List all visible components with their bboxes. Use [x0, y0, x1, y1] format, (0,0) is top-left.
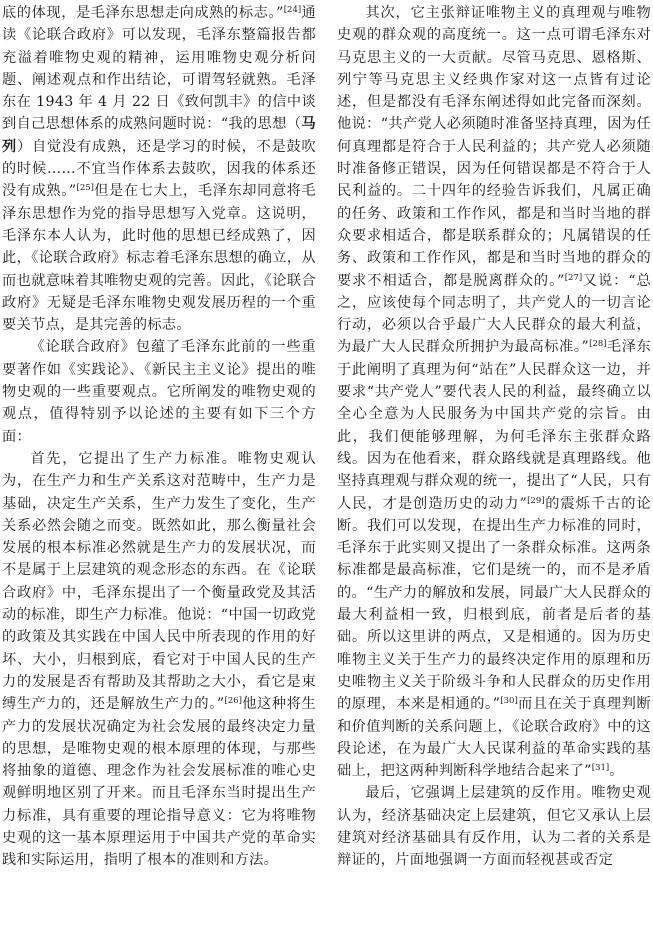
citation-ref: [31]	[591, 763, 610, 774]
paragraph-text: 首先，它提出了生产力标准。唯物史观认为，在生产力和生产关系这对范畴中，生产力是基础，决定生产关系，生产力发生了变化，生产关系必然会随之而变。既然如此，那么衡量社会发展的根本标准必然就是生产力的发展状况，而不是属于上层建筑的观念形态的东西。在《论联合政府》中，毛泽东提出了一个衡量政党及其活动的标准，即生产力标准。他说：“中国一切政党的政策及其实践在中国人民中所表现的作用的好坏、大小，归根到底，看它对于中国人民的生产力的发展是否有帮助及其帮助之大小，看它是束缚生产力的，还是解放生产力的。”	[2, 450, 316, 713]
left-column	[2, 2, 316, 872]
paragraph	[337, 2, 651, 782]
citation-ref: [28]	[589, 339, 607, 350]
right-column	[337, 2, 651, 872]
paragraph-text: 通读《论联合政府》可以发现，毛泽东整篇报告都充溢着唯物史观的精神，运用唯物史观分析问题、阐述观点和作出结论，可谓驾轻就熟。毛泽东在 1943 年 4 月 22 日《致何凯丰》的信中谈到自己思想体系的成熟问题时说：“我的思想（	[2, 5, 316, 133]
paragraph-text: 但是在七大上，毛泽东却同意将毛泽东思想作为党的指导思想写入党章。这说明，毛泽东本人认为，此时他的思想已经成熟了，因此，《论联合政府》标志着毛泽东思想的确立，从而也就意味着其唯物史观的完善。因此，《论联合政府》无疑是毛泽东唯物史观发展历程的一个重要关节点，是其完善的标志。	[2, 183, 316, 334]
paragraph-text: 毛泽东于此阐明了真理为何“站在”人民群众这一边，并要求“共产党人”要代表人民的利益，最终确立以全心全意为人民服务为中国共产党的宗旨。由此，我们便能够理解，为何毛泽东主张群众路线。因为在他看来，群众路线就是真理路线。他坚持真理观与群众观的统一，提出了“人民，只有人民，才是创造历史的动力”	[337, 339, 651, 512]
citation-ref: [30]	[500, 696, 518, 707]
citation-ref: [27]	[564, 272, 583, 283]
paragraph	[2, 336, 316, 447]
citation-ref: [26]	[224, 696, 242, 707]
paragraph-text: 最后，它强调上层建筑的反作用。唯物史观认为，经济基础决定上层建筑，但它又承认上层建筑对经济基础具有反作用，认为二者的关系是辩证的，片面地强调一方面而轻视甚或否定	[337, 785, 651, 869]
paragraph-text: 又说：“总之，应该使每个同志明了，共产党人的一切言论行动，必须以合乎最广大人民群众的最大利益，为最广大人民群众所拥护为最高标准。”	[337, 272, 651, 356]
paragraph-text: 而且在关于真理判断和价值判断的关系问题上，《论联合政府》中的这段论述，在为最广大人民谋利益的革命实践的基础上，把这两种判断科学地结合起来了”	[337, 696, 651, 780]
paragraph-text: 。	[609, 763, 624, 780]
paragraph	[2, 448, 316, 872]
paragraph-text: 其次，它主张辩证唯物主义的真理观与唯物史观的群众观的高度统一。这一点可谓毛泽东对马克思主义的一大贡献。尽管马克思、恩格斯、列宁等马克思主义经典作家对这一点皆有过论述，但是都没有毛泽东阐述得如此完备而深刻。他说：“共产党人必须随时准备坚持真理，因为任何真理都是符合于人民利益的；共产党人必须随时准备修正错误，因为任何错误都是不符合于人民利益的。二十四年的经验告诉我们，凡属正确的任务、政策和工作作风，都是和当时当地的群众要求相适合，都是联系群众的；凡属错误的任务、政策和工作作风，都是和当时当地的群众的要求不相适合，都是脱离群众的。”	[337, 5, 651, 289]
paragraph-text: 他这种将生产力的发展状况确定为社会发展的最终决定力量的思想，是唯物史观的根本原理的体现，与那些将抽象的道德、理念作为社会发展标准的唯心史观鲜明地区别了开来。而且毛泽东当时提出生产力标准，具有重要的理论指导意义：它为将唯物史观的这一基本原理运用于中国共产党的革命实践和实际运用，指明了根本的准则和方法。	[2, 696, 316, 869]
citation-ref: [29]	[527, 495, 545, 506]
citation-ref: [25]	[76, 183, 94, 194]
paragraph-text: ）自觉没有成熟，还是学习的时候，不是鼓吹的时候……不宜当作体系去鼓吹，因我的体系还没有成熟。”	[2, 138, 316, 200]
paragraph	[2, 2, 316, 336]
paragraph-text: 的震烁千古的论断。我们可以发现，在提出生产力标准的同时，毛泽东于此实则又提出了一条群众标准。这两条标准都是最高标准，它们是统一的，而不是矛盾的。“生产力的解放和发展，同最广大人民群众的最大利益相一致，归根到底，前者是后者的基础。所以这里讲的两点，又是相通的。因为历史唯物主义关于生产力的最终决定作用的原理和历史唯物主义关于阶级斗争和人民群众的历史作用的原理，本来是相通的。”	[337, 495, 651, 713]
bold-text: 马列	[2, 116, 316, 155]
paragraph-text: 《论联合政府》包蕴了毛泽东此前的一些重要著作如《实践论》、《新民主主义论》提出的唯物史观的一些重要观点。它所阐发的唯物史观的观点，值得特别予以论述的主要有如下三个方面：	[2, 339, 316, 445]
paragraph-text: 底的体现，是毛泽东思想走向成熟的标志。”	[2, 5, 284, 21]
paragraph	[337, 782, 651, 871]
citation-ref: [24]	[283, 5, 302, 15]
